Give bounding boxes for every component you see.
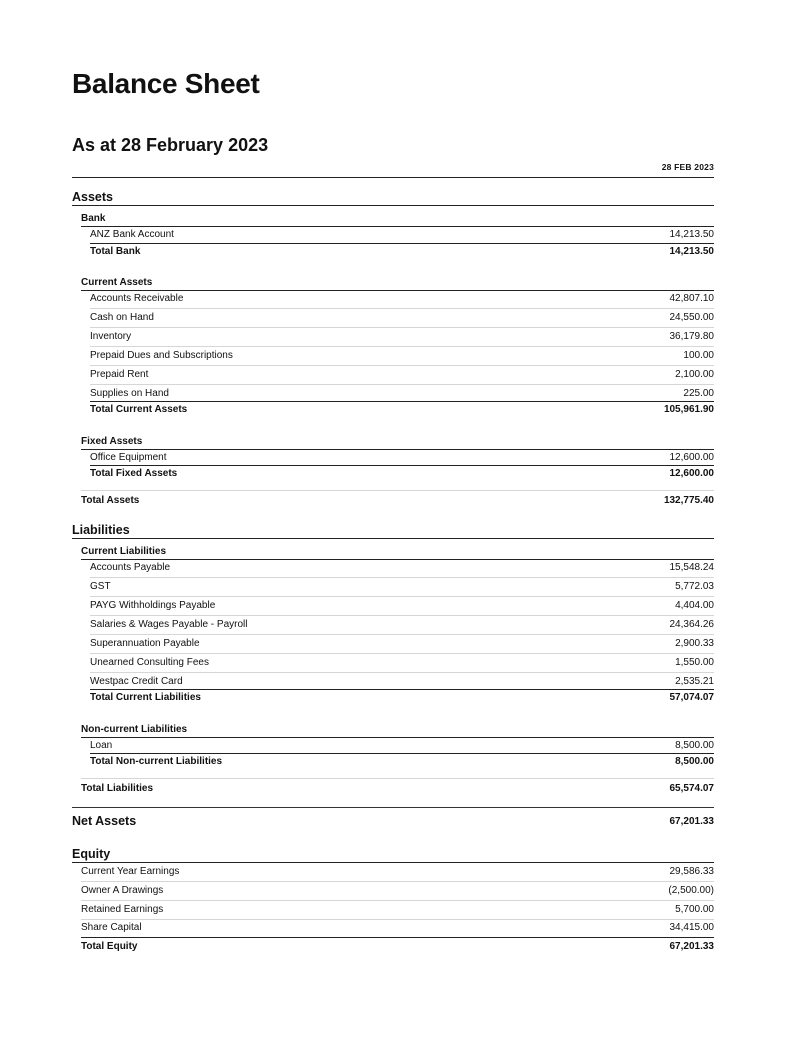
total-label: Total Non-current Liabilities xyxy=(90,756,223,767)
account-label: Accounts Payable xyxy=(90,562,171,573)
divider xyxy=(81,559,714,560)
total-value: 8,500.00 xyxy=(675,756,714,767)
total-label: Total Current Assets xyxy=(90,404,188,415)
divider xyxy=(90,346,714,347)
account-value: 100.00 xyxy=(683,350,714,361)
total-row-equity xyxy=(72,941,714,955)
divider xyxy=(81,449,714,450)
total-label: Total Fixed Assets xyxy=(90,468,178,479)
account-row xyxy=(72,369,714,383)
group-heading-noncurrent-liabilities: Non-current Liabilities xyxy=(81,724,188,735)
account-value: 5,772.03 xyxy=(675,581,714,592)
account-value: 2,535.21 xyxy=(675,676,714,687)
divider xyxy=(72,205,714,206)
account-label: Owner A Drawings xyxy=(81,885,164,896)
total-value: 132,775.40 xyxy=(663,495,714,506)
report-date-subtitle: As at 28 February 2023 xyxy=(72,135,269,155)
net-assets-value: 67,201.33 xyxy=(669,816,714,827)
account-row xyxy=(72,904,714,918)
divider xyxy=(90,653,714,654)
divider xyxy=(72,807,714,808)
account-value: 14,213.50 xyxy=(669,229,714,240)
divider xyxy=(90,615,714,616)
account-label: Westpac Credit Card xyxy=(90,676,183,687)
net-assets-row xyxy=(72,814,714,832)
account-row xyxy=(72,866,714,880)
divider xyxy=(90,308,714,309)
divider xyxy=(81,900,714,901)
divider xyxy=(90,753,714,754)
account-label: Prepaid Rent xyxy=(90,369,149,380)
group-heading-current-liabilities: Current Liabilities xyxy=(81,546,167,557)
group-heading-current-assets: Current Assets xyxy=(81,277,153,288)
total-row-bank xyxy=(72,246,714,260)
total-label: Total Equity xyxy=(81,941,138,952)
total-value: 65,574.07 xyxy=(669,783,714,794)
account-value: 2,900.33 xyxy=(675,638,714,649)
account-row xyxy=(72,619,714,633)
account-row xyxy=(72,350,714,364)
account-value: 34,415.00 xyxy=(669,922,714,933)
divider xyxy=(90,365,714,366)
account-row xyxy=(72,388,714,402)
account-row xyxy=(72,229,714,243)
account-value: 36,179.80 xyxy=(669,331,714,342)
account-label: Loan xyxy=(90,740,113,751)
total-label: Total Current Liabilities xyxy=(90,692,201,703)
divider xyxy=(81,881,714,882)
account-row xyxy=(72,676,714,690)
divider xyxy=(81,490,714,491)
divider xyxy=(90,243,714,244)
total-value: 14,213.50 xyxy=(669,246,714,257)
total-value: 105,961.90 xyxy=(663,404,714,415)
account-row xyxy=(72,657,714,671)
account-label: Cash on Hand xyxy=(90,312,154,323)
account-label: GST xyxy=(90,581,111,592)
account-label: Supplies on Hand xyxy=(90,388,169,399)
account-label: Unearned Consulting Fees xyxy=(90,657,209,668)
account-label: ANZ Bank Account xyxy=(90,229,174,240)
account-value: 24,364.26 xyxy=(669,619,714,630)
account-value: 4,404.00 xyxy=(675,600,714,611)
divider xyxy=(81,226,714,227)
divider xyxy=(90,401,714,402)
account-value: 42,807.10 xyxy=(669,293,714,304)
account-label: Current Year Earnings xyxy=(81,866,180,877)
page-title: Balance Sheet xyxy=(72,68,260,99)
divider xyxy=(90,465,714,466)
divider xyxy=(90,634,714,635)
divider xyxy=(81,778,714,779)
total-label: Total Liabilities xyxy=(81,783,154,794)
net-assets-label: Net Assets xyxy=(72,814,137,828)
total-row-liabilities xyxy=(72,783,714,797)
account-row xyxy=(72,600,714,614)
account-label: PAYG Withholdings Payable xyxy=(90,600,216,611)
total-label: Total Assets xyxy=(81,495,140,506)
account-row xyxy=(72,638,714,652)
divider xyxy=(90,689,714,690)
divider xyxy=(90,577,714,578)
account-row xyxy=(72,581,714,595)
divider xyxy=(81,737,714,738)
account-label: Superannuation Payable xyxy=(90,638,200,649)
divider xyxy=(90,384,714,385)
account-label: Share Capital xyxy=(81,922,142,933)
group-heading-fixed-assets: Fixed Assets xyxy=(81,436,143,447)
account-row xyxy=(72,885,714,899)
total-row-noncurrent-liabilities xyxy=(72,756,714,770)
account-row xyxy=(72,331,714,345)
divider xyxy=(81,937,714,938)
account-row xyxy=(72,293,714,307)
account-value: 12,600.00 xyxy=(669,452,714,463)
account-value: 2,100.00 xyxy=(675,369,714,380)
divider xyxy=(81,919,714,920)
divider xyxy=(72,538,714,539)
divider xyxy=(90,327,714,328)
account-label: Accounts Receivable xyxy=(90,293,184,304)
divider xyxy=(72,177,714,178)
account-value: 225.00 xyxy=(683,388,714,399)
account-value: 15,548.24 xyxy=(669,562,714,573)
total-value: 12,600.00 xyxy=(669,468,714,479)
divider xyxy=(90,672,714,673)
total-row-assets xyxy=(72,495,714,509)
group-heading-bank: Bank xyxy=(81,213,106,224)
account-row xyxy=(72,312,714,326)
account-value: 1,550.00 xyxy=(675,657,714,668)
total-row-current-liabilities xyxy=(72,692,714,706)
section-heading-liabilities: Liabilities xyxy=(72,523,130,537)
total-label: Total Bank xyxy=(90,246,141,257)
account-row xyxy=(72,562,714,576)
account-label: Salaries & Wages Payable - Payroll xyxy=(90,619,248,630)
account-row xyxy=(72,452,714,466)
account-label: Retained Earnings xyxy=(81,904,164,915)
column-header-date: 28 FEB 2023 xyxy=(661,162,714,172)
total-value: 67,201.33 xyxy=(669,941,714,952)
account-row xyxy=(72,922,714,936)
divider xyxy=(72,862,714,863)
account-label: Office Equipment xyxy=(90,452,167,463)
section-heading-equity: Equity xyxy=(72,847,111,861)
section-heading-assets: Assets xyxy=(72,190,113,204)
divider xyxy=(81,290,714,291)
account-row xyxy=(72,740,714,754)
account-value: 29,586.33 xyxy=(669,866,714,877)
account-value: (2,500.00) xyxy=(668,885,714,896)
total-row-fixed-assets xyxy=(72,468,714,482)
account-value: 24,550.00 xyxy=(669,312,714,323)
total-value: 57,074.07 xyxy=(669,692,714,703)
total-row-current-assets xyxy=(72,404,714,418)
account-label: Inventory xyxy=(90,331,132,342)
account-value: 5,700.00 xyxy=(675,904,714,915)
account-value: 8,500.00 xyxy=(675,740,714,751)
divider xyxy=(90,596,714,597)
account-label: Prepaid Dues and Subscriptions xyxy=(90,350,233,361)
